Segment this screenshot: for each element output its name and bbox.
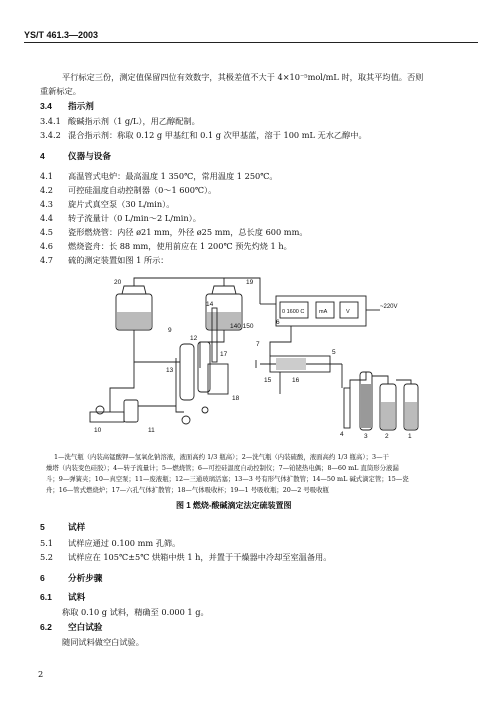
clause-number: 3.4.1	[40, 116, 61, 126]
figure-caption-line4: 舟；16—管式燃烧炉；17—六孔气体扩散管；18—气体吸收杯；19—1 号吸收瓶；20—2 号吸收瓶	[46, 486, 329, 494]
clause-4-2	[40, 184, 216, 196]
section-title: 仪器与设备	[68, 151, 111, 161]
label-11: 11	[148, 427, 155, 434]
label-16: 16	[292, 377, 300, 384]
label-140-150: 140 150	[230, 323, 254, 330]
section-5-heading	[40, 521, 85, 533]
section-title: 试料	[68, 592, 86, 602]
clause-text: 酸碱指示剂（1 g/L），用乙醇配制。	[68, 116, 200, 126]
clause-5-2	[40, 551, 331, 563]
clause-number: 5.1	[40, 538, 54, 548]
clause-number: 4.2	[40, 185, 54, 195]
section-3-4-heading	[40, 100, 94, 112]
section-title: 指示剂	[68, 101, 94, 111]
section-title: 试样	[68, 522, 86, 532]
figure-caption-line1: 1—洗气瓶（内装高锰酸钾—氢氧化钠溶液，液面高约 1/3 瓶高）；2—洗气瓶（内装硫酸，液面高约 1/3 瓶高）；3—干	[54, 453, 389, 461]
label-4: 4	[340, 431, 344, 438]
clause-3-4-1	[40, 115, 200, 127]
clause-text: 旋片式真空泵（30 L/min）。	[68, 199, 175, 209]
label-7: 7	[256, 341, 260, 348]
section-title: 分析步骤	[68, 573, 103, 583]
figure-caption-line2: 燥塔（内装变色硅胶）；4—转子流量计；5—燃烧管；6—可控硅温度自动控制仪；7—铂铑热电偶；8—60 mL 直筒形分液漏	[46, 464, 399, 472]
clause-number: 4.6	[40, 241, 54, 251]
flowmeter-4	[344, 388, 350, 428]
clause-6-1-text: 称取 0.10 g 试料，精确至 0.000 1 g。	[62, 607, 209, 617]
clause-text: 硫的测定装置如图 1 所示：	[68, 255, 169, 265]
clause-text: 瓷形燃烧管：内径 ø21 mm，外径 ø25 mm，总长度 600 mm。	[68, 227, 308, 237]
figure-title: 图 1 燃烧-酸碱滴定法定硫装置图	[176, 501, 292, 510]
label-voltage: ~220V	[380, 304, 398, 310]
clause-text: 高温管式电炉：最高温度 1 350℃，常用温度 1 250℃。	[68, 171, 278, 181]
section-number: 6.2	[40, 622, 52, 632]
clause-text: 试样应在 105℃±5℃ 烘箱中烘 1 h，并置于干燥器中冷却至室温备用。	[68, 552, 332, 562]
clause-number: 4.3	[40, 199, 54, 209]
label-3: 3	[364, 433, 368, 440]
label-19: 19	[246, 279, 254, 286]
label-18: 18	[232, 395, 240, 402]
clause-4-5	[40, 226, 308, 238]
label-6: 6	[276, 319, 280, 326]
section-6-1-heading	[40, 591, 85, 603]
section-number: 6	[40, 573, 45, 583]
label-2: 2	[385, 433, 389, 440]
clause-4-6	[40, 240, 292, 252]
para-parallel-line2: 重新标定。	[40, 86, 81, 96]
clause-number: 3.4.2	[40, 130, 61, 140]
label-temp-display: 0 1600 C	[282, 309, 305, 315]
section-6-heading	[40, 572, 102, 584]
section-title: 空白试验	[68, 622, 103, 632]
label-15: 15	[264, 377, 272, 384]
clause-6-2-text: 随同试料做空白试验。	[62, 637, 144, 647]
section-6-2-heading	[40, 621, 102, 633]
label-20: 20	[114, 279, 122, 286]
section-number: 3.4	[40, 101, 52, 111]
label-12: 12	[190, 335, 198, 342]
label-ma: mA	[319, 309, 328, 315]
clause-4-1	[40, 170, 278, 182]
clause-number: 4.7	[40, 255, 54, 265]
clause-text: 混合指示剂：称取 0.12 g 甲基红和 0.1 g 次甲基蓝，溶于 100 mL 无水乙醇中。	[68, 130, 367, 140]
clause-number: 5.2	[40, 552, 54, 562]
clause-4-3	[40, 198, 174, 210]
label-13: 13	[166, 367, 174, 374]
page-number: 2	[38, 669, 44, 679]
clause-5-1	[40, 537, 180, 549]
label-5: 5	[332, 349, 336, 356]
diffusion-tube-13	[180, 344, 194, 400]
para-parallel-line1: 平行标定三份，测定值保留四位有效数字，其极差值不大于 4×10⁻⁵mol/mL 时，取其平均值。否则	[62, 72, 424, 82]
clause-4-4	[40, 212, 201, 224]
clause-number: 4.4	[40, 213, 54, 223]
absorption-cup-18	[208, 364, 228, 394]
header-rule	[24, 42, 478, 43]
section-number: 4	[40, 151, 45, 161]
clause-text: 试样应通过 0.100 mm 孔筛。	[68, 538, 181, 548]
section-4-heading	[40, 150, 111, 162]
label-17: 17	[220, 351, 228, 358]
clause-text: 可控硅温度自动控制器（0～1 600℃）。	[68, 185, 217, 195]
clause-number: 4.1	[40, 171, 54, 181]
apparatus-diagram	[80, 272, 420, 448]
figure-caption-line3: 斗；9—弹簧夹；10—真空泵；11—废液瓶；12—三通玻璃活塞；13—3 号有形气体扩散管；14—50 mL 碱式滴定管；15—瓷	[46, 475, 409, 483]
section-number: 6.1	[40, 592, 52, 602]
section-number: 5	[40, 522, 45, 532]
vacuum-pump-10	[90, 412, 124, 422]
waste-bottle-11	[124, 400, 138, 422]
clause-3-4-2	[40, 129, 367, 141]
label-10: 10	[94, 427, 102, 434]
label-9: 9	[168, 327, 172, 334]
clause-4-7	[40, 254, 168, 266]
label-v: V	[346, 309, 350, 315]
clause-text: 燃烧瓷舟：长 88 mm，使用前应在 1 200℃ 预先灼烧 1 h。	[68, 241, 292, 251]
label-14: 14	[206, 301, 214, 308]
label-1: 1	[408, 433, 412, 440]
clause-number: 4.5	[40, 227, 54, 237]
clause-text: 转子流量计（0 L/min～2 L/min）。	[68, 213, 201, 223]
standard-id: YS/T 461.3—2003	[24, 30, 99, 40]
